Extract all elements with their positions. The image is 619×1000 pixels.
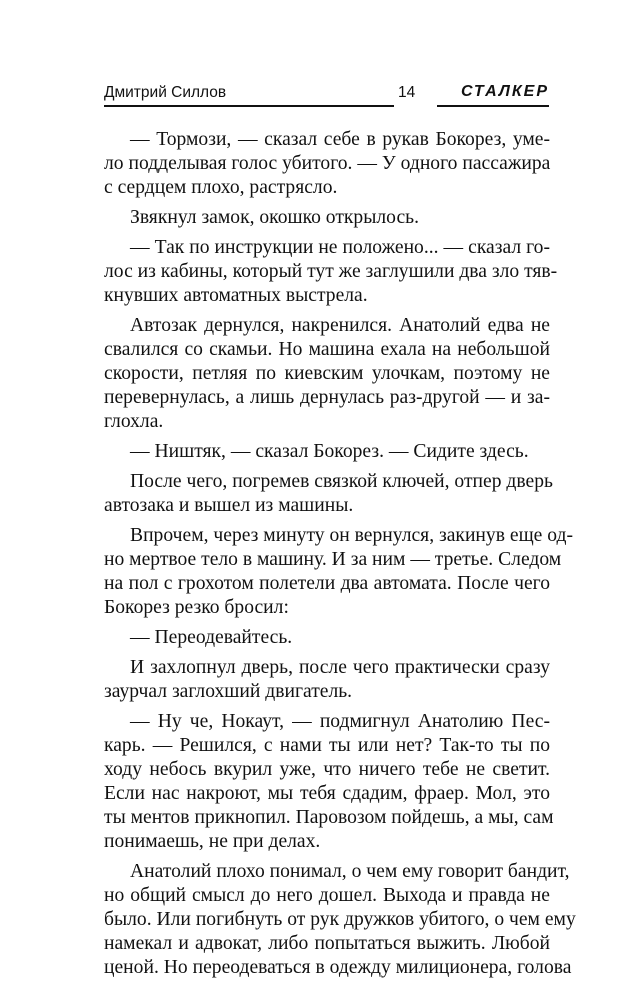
text-line: После чего, погремев связкой ключей, отпер дверь xyxy=(130,471,553,492)
running-header xyxy=(104,84,549,106)
text-line: свалился со скамьи. Но машина ехала на небольшой xyxy=(104,339,550,360)
text-line: ходу небось вкурил уже, что ничего тебе не светит. xyxy=(104,759,550,780)
text-line: но общий смысл до него дошел. Выхода и правда не xyxy=(104,885,550,906)
text-line: — Так по инструкции не положено... — сказал го- xyxy=(130,237,550,258)
text-line: заурчал заглохший двигатель. xyxy=(104,681,353,702)
text-line: было. Или погибнуть от рук дружков убитого, о чем ему xyxy=(104,909,576,930)
text-line: Бокорез резко бросил: xyxy=(104,597,289,618)
page-number: 14 xyxy=(398,84,416,101)
text-line: Звякнул замок, окошко открылось. xyxy=(130,207,419,228)
text-line: кнувших автоматных выстрела. xyxy=(104,285,368,306)
text-line: понимаешь, не при делах. xyxy=(104,831,321,852)
text-line: И захлопнул дверь, после чего практически сразу xyxy=(130,657,550,678)
text-line: перевернулась, а лишь дернулась раз-другой — и за- xyxy=(104,387,550,408)
text-line: но мертвое тело в машину. И за ним — третье. Следом xyxy=(104,549,562,570)
text-line: на пол с грохотом полетели два автомата. После чего xyxy=(104,573,550,594)
text-line: Если нас накроют, мы тебя сдадим, фраер. Мол, это xyxy=(104,783,550,804)
header-rule-left xyxy=(104,105,394,107)
text-line: с сердцем плохо, растрясло. xyxy=(104,177,338,198)
body-text xyxy=(104,128,576,980)
text-line: автозака и вышел из машины. xyxy=(104,495,354,516)
text-line: ты ментов прикнопил. Паровозом пойдешь, а мы, сам xyxy=(104,807,554,828)
header-rule-right xyxy=(437,105,549,107)
text-line: Впрочем, через минуту он вернулся, закинув еще од- xyxy=(130,525,573,546)
text-line: лос из кабины, который тут же заглушили два зло тяв- xyxy=(104,261,558,282)
text-line: — Ну че, Нокаут, — подмигнул Анатолию Пес- xyxy=(130,711,550,732)
text-line: ло подделывая голос убитого. — У одного пассажира xyxy=(104,153,551,174)
text-line: — Ништяк, — сказал Бокорез. — Сидите здесь. xyxy=(130,441,529,462)
text-line: — Тормози, — сказал себе в рукав Бокорез, уме- xyxy=(130,129,550,150)
text-line: ценой. Но переодеваться в одежду милиционера, голова xyxy=(104,957,572,978)
text-line: Анатолий плохо понимал, о чем ему говорит бандит, xyxy=(130,861,570,882)
text-line: намекал и адвокат, либо попытаться выжить. Любой xyxy=(104,933,550,954)
author-name: Дмитрий Силлов xyxy=(104,84,227,101)
text-line: Автозак дернулся, накренился. Анатолий едва не xyxy=(130,315,550,336)
text-line: скорости, петляя по киевским улочкам, поэтому не xyxy=(104,363,550,384)
series-title: СТАЛКЕР xyxy=(460,83,549,100)
text-line: глохла. xyxy=(104,411,164,432)
text-line: карь. — Решился, с нами ты или нет? Так-то ты по xyxy=(104,735,550,756)
text-line: — Переодевайтесь. xyxy=(130,627,293,648)
